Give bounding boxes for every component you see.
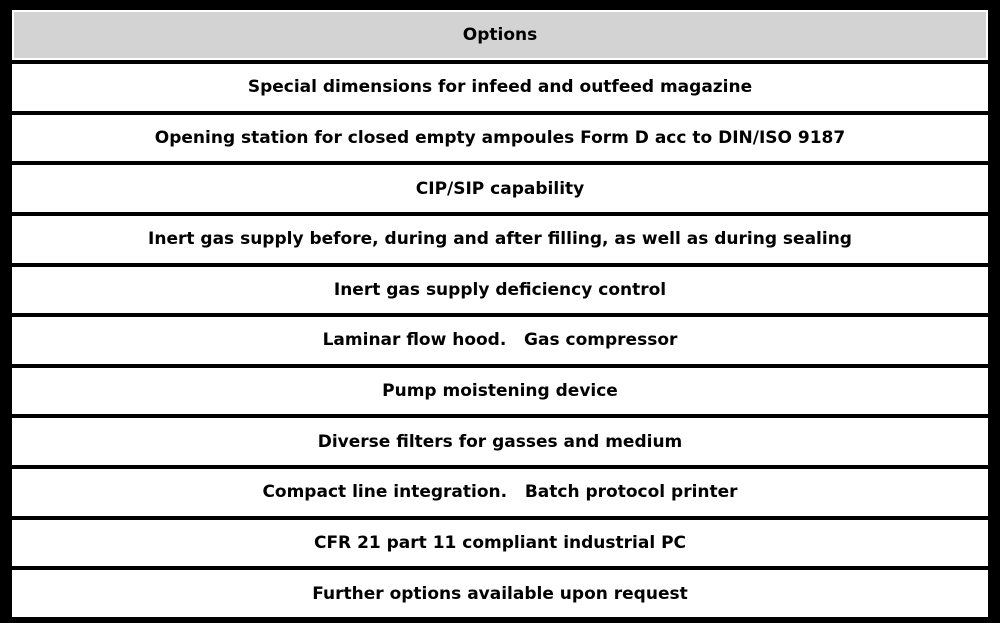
table-row: CIP/SIP capability — [12, 165, 988, 212]
table-row: Compact line integration. Batch protocol printer — [12, 469, 988, 516]
table-row: Opening station for closed empty ampoules Form D acc to DIN/ISO 9187 — [12, 115, 988, 162]
table-row: Further options available upon request — [12, 570, 988, 617]
table-row: Pump moistening device — [12, 368, 988, 415]
table-row: Diverse filters for gasses and medium — [12, 418, 988, 465]
table-row: CFR 21 part 11 compliant industrial PC — [12, 520, 988, 567]
table-row: Laminar flow hood. Gas compressor — [12, 317, 988, 364]
table-row: Inert gas supply before, during and after filling, as well as during sealing — [12, 216, 988, 263]
table-row: Inert gas supply deficiency control — [12, 267, 988, 314]
table-header-options: Options — [12, 10, 988, 60]
table-row: Special dimensions for infeed and outfeed magazine — [12, 64, 988, 111]
